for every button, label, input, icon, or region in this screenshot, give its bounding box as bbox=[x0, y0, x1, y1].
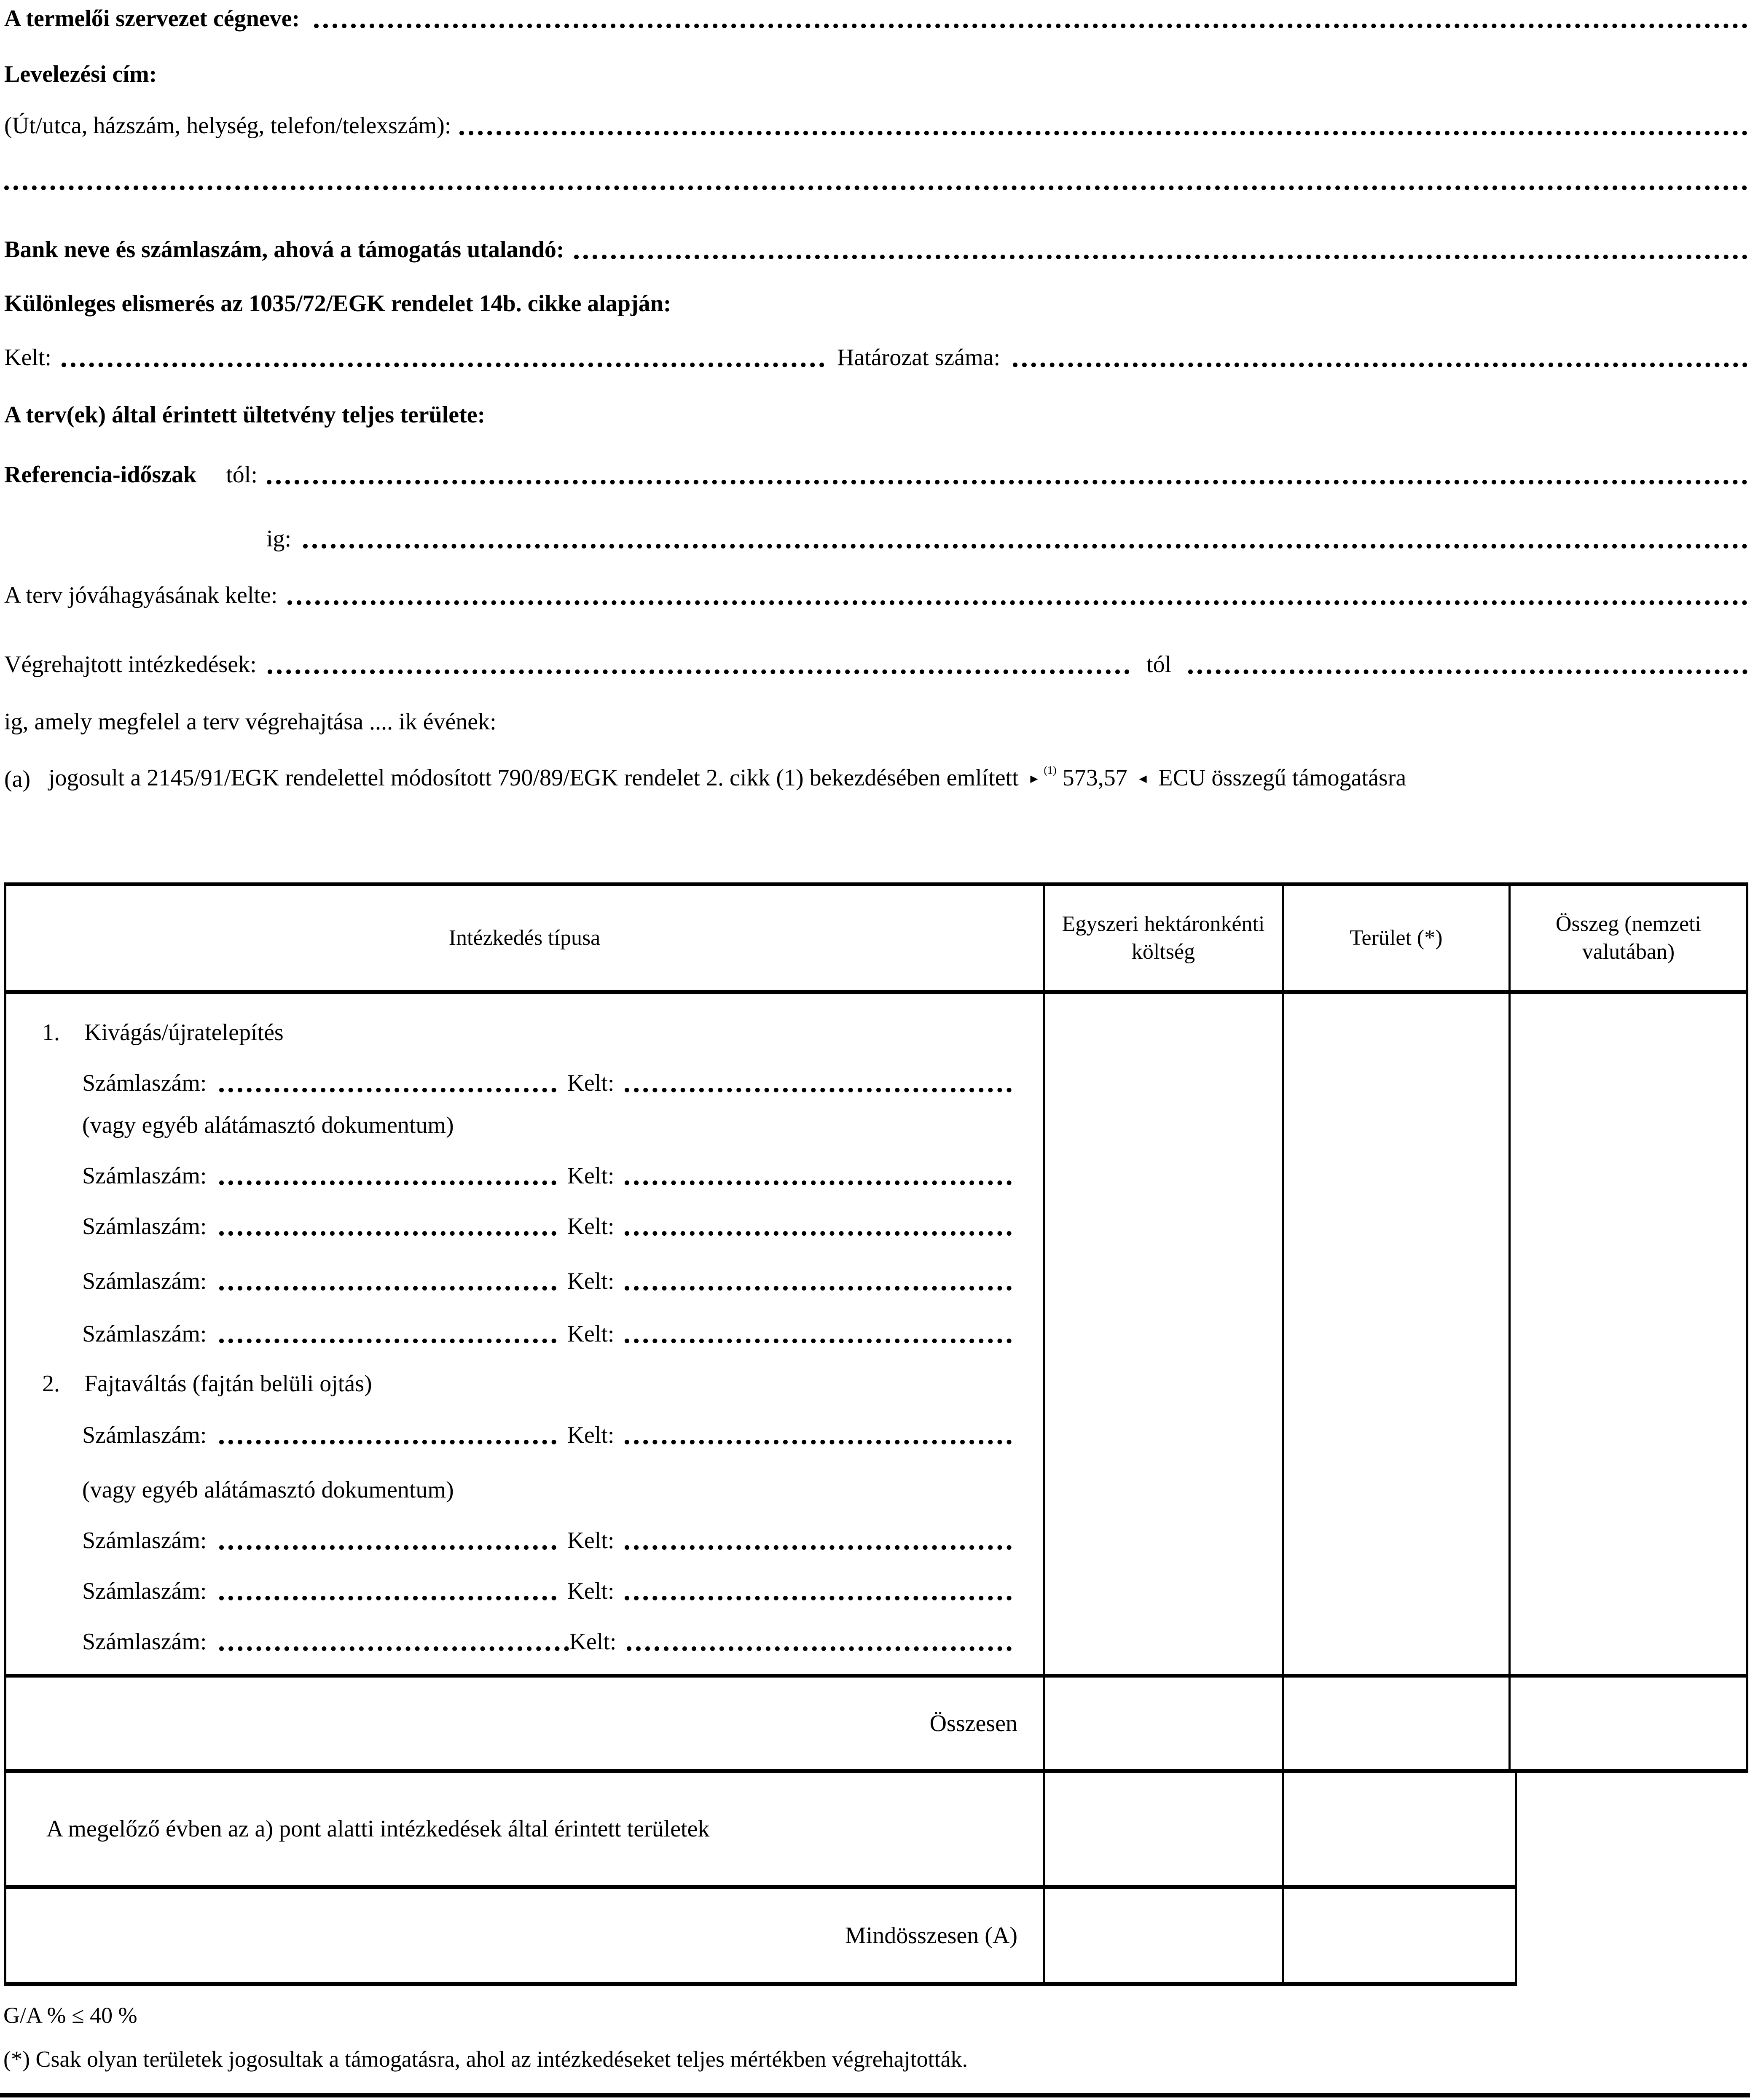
invoice-label: Számlaszám: bbox=[82, 1422, 207, 1448]
invoice-label: Számlaszám: bbox=[82, 1070, 207, 1096]
date-label: Kelt: bbox=[567, 1213, 615, 1240]
invoice-line bbox=[82, 1070, 1012, 1097]
dotted-fill bbox=[219, 1231, 556, 1236]
grand-total-row bbox=[4, 1889, 1517, 1986]
section-2-label: Fajtaváltás (fajtán belüli ojtás) bbox=[84, 1371, 372, 1397]
from-word: tól bbox=[1146, 651, 1172, 678]
invoice-line bbox=[82, 1422, 1012, 1449]
invoice-label: Számlaszám: bbox=[82, 1321, 207, 1347]
dotted-fill bbox=[625, 1440, 1012, 1444]
point-a-before: jogosult a 2145/91/EGK rendelettel módosított 790/89/EGK rendelet 2. cikk (1) bekezdésében említett bbox=[48, 765, 1019, 791]
previous-year-cost-cell bbox=[1045, 1773, 1284, 1885]
total-amount-cell bbox=[1511, 1678, 1746, 1769]
dotted-fill bbox=[1013, 363, 1747, 367]
total-cost-cell bbox=[1045, 1678, 1284, 1769]
dotted-fill bbox=[314, 24, 1747, 28]
total-area-cell bbox=[1284, 1678, 1511, 1769]
section-1-label: Kivágás/újratelepítés bbox=[84, 1019, 284, 1046]
invoice-label: Számlaszám: bbox=[82, 1213, 207, 1240]
alt-doc-note: (vagy egyéb alátámasztó dokumentum) bbox=[82, 1112, 454, 1138]
street-label: (Út/utca, házszám, helység, telefon/telexszám): bbox=[4, 113, 451, 139]
from-label: tól: bbox=[226, 462, 258, 488]
field-special-recognition bbox=[4, 288, 1747, 319]
date-label: Kelt: bbox=[567, 1422, 615, 1448]
dotted-fill bbox=[62, 363, 824, 367]
dotted-fill bbox=[219, 1646, 569, 1651]
dotted-fill bbox=[625, 1286, 1012, 1291]
reference-period-label: Referencia-időszak bbox=[4, 462, 197, 488]
measures-table bbox=[4, 882, 1748, 1986]
field-reference-period-from bbox=[4, 460, 1747, 490]
dotted-fill bbox=[219, 1180, 556, 1185]
dotted-fill bbox=[219, 1339, 556, 1343]
dotted-fill bbox=[219, 1286, 556, 1291]
invoice-line bbox=[82, 1268, 1012, 1295]
decision-number-label: Határozat száma: bbox=[837, 344, 1001, 371]
header-amount: Összeg (nemzeti valutában) bbox=[1555, 912, 1702, 964]
total-row bbox=[4, 1674, 1748, 1773]
ga-constraint: G/A % ≤ 40 % bbox=[3, 2003, 137, 2028]
amount-cell bbox=[1511, 994, 1746, 1674]
field-bank bbox=[4, 234, 1747, 265]
dotted-fill bbox=[627, 1646, 1012, 1651]
field-to-year bbox=[4, 707, 1747, 737]
mailing-address-label: Levelezési cím: bbox=[4, 61, 157, 87]
field-approval-date bbox=[4, 580, 1747, 610]
area-cell bbox=[1284, 994, 1511, 1674]
invoice-line bbox=[82, 1162, 1012, 1189]
dotted-fill bbox=[4, 186, 1747, 190]
dotted-fill bbox=[287, 600, 1747, 605]
field-mailing-address bbox=[4, 59, 1747, 89]
dotted-fill bbox=[625, 1231, 1012, 1236]
date-label: Kelt: bbox=[567, 1070, 615, 1096]
field-street bbox=[4, 110, 1747, 141]
section-2-title bbox=[42, 1370, 372, 1397]
section-1-title bbox=[42, 1019, 284, 1046]
total-area-label: A terv(ek) által érintett ültetvény teljes területe: bbox=[4, 402, 486, 428]
header-cost-per-ha: Egyszeri hektáronkénti költség bbox=[1045, 886, 1284, 990]
producer-org-label: A termelői szervezet cégneve: bbox=[4, 5, 300, 32]
invoice-label: Számlaszám: bbox=[82, 1527, 207, 1554]
date-label: Kelt: bbox=[567, 1527, 615, 1554]
to-label: ig: bbox=[266, 526, 292, 552]
invoice-label: Számlaszám: bbox=[82, 1163, 207, 1189]
dotted-fill bbox=[625, 1596, 1012, 1600]
point-a-after: ECU összegű támogatásra bbox=[1158, 765, 1406, 791]
implemented-measures-label: Végrehajtott intézkedések: bbox=[4, 651, 257, 678]
dotted-fill bbox=[625, 1545, 1012, 1550]
field-producer-org bbox=[4, 3, 1747, 34]
point-a-prefix: (a) bbox=[4, 766, 31, 792]
amendment-close-marker-icon: ◄ bbox=[1136, 772, 1149, 786]
table-header-row bbox=[4, 882, 1748, 994]
amendment-open-marker-icon: ► bbox=[1028, 772, 1041, 786]
previous-year-area-cell bbox=[1284, 1773, 1511, 1885]
footnote: (*) Csak olyan területek jogosultak a támogatásra, ahol az intézkedéseket teljes mértékben végrehajtották. bbox=[3, 2046, 968, 2072]
field-street-continued bbox=[4, 165, 1747, 196]
dotted-fill bbox=[268, 670, 1130, 674]
date-label: Kelt: bbox=[567, 1321, 615, 1347]
invoice-line bbox=[82, 1628, 1012, 1655]
to-year-line: ig, amely megfelel a terv végrehajtása .... ik évének: bbox=[4, 709, 497, 735]
header-area: Terület (*) bbox=[1284, 886, 1511, 990]
date-label: Kelt: bbox=[567, 1163, 615, 1189]
amendment-ref: (1) bbox=[1044, 764, 1057, 776]
total-label-cell: Összesen bbox=[6, 1678, 1045, 1769]
invoice-label: Számlaszám: bbox=[82, 1268, 207, 1294]
alt-doc-note: (vagy egyéb alátámasztó dokumentum) bbox=[82, 1477, 454, 1503]
point-a-text bbox=[48, 763, 1406, 794]
dotted-fill bbox=[459, 131, 1747, 135]
dotted-fill bbox=[1188, 670, 1747, 674]
measure-type-cell bbox=[6, 994, 1045, 1674]
previous-year-label-cell: A megelőző évben az a) pont alatti intézkedések által érintett területek bbox=[6, 1773, 1045, 1885]
previous-year-row bbox=[4, 1773, 1517, 1889]
dotted-fill bbox=[625, 1180, 1012, 1185]
invoice-label: Számlaszám: bbox=[82, 1578, 207, 1604]
dotted-fill bbox=[574, 255, 1747, 259]
field-date-and-decision bbox=[4, 342, 1747, 373]
field-total-area bbox=[4, 400, 1747, 430]
bottom-rule bbox=[0, 2093, 1750, 2097]
grand-total-label-cell: Mindösszesen (A) bbox=[6, 1889, 1045, 1982]
section-1-number: 1. bbox=[42, 1019, 60, 1046]
grand-total-area-cell bbox=[1284, 1889, 1511, 1982]
invoice-line bbox=[82, 1320, 1012, 1347]
date-label: Kelt: bbox=[569, 1629, 617, 1655]
dotted-fill bbox=[267, 480, 1747, 484]
dotted-fill bbox=[219, 1545, 556, 1550]
table-body-row bbox=[4, 994, 1748, 1674]
invoice-label: Számlaszám: bbox=[82, 1629, 207, 1655]
kelt-label: Kelt: bbox=[4, 344, 51, 371]
invoice-line bbox=[82, 1213, 1012, 1240]
dotted-fill bbox=[625, 1088, 1012, 1092]
invoice-line bbox=[82, 1578, 1012, 1605]
cost-per-ha-cell bbox=[1045, 994, 1284, 1674]
special-recognition-label: Különleges elismerés az 1035/72/EGK rendelet 14b. cikke alapján: bbox=[4, 290, 671, 317]
approval-date-label: A terv jóváhagyásának kelte: bbox=[4, 582, 278, 608]
point-a-line bbox=[4, 764, 1747, 794]
field-reference-period-to bbox=[4, 524, 1747, 554]
header-measure-type: Intézkedés típusa bbox=[6, 886, 1045, 990]
date-label: Kelt: bbox=[567, 1268, 615, 1294]
dotted-fill bbox=[303, 544, 1747, 549]
field-implemented-measures bbox=[4, 649, 1747, 680]
amount-ecu: 573,57 bbox=[1062, 765, 1127, 791]
bank-label: Bank neve és számlaszám, ahová a támogatás utalandó: bbox=[4, 237, 564, 263]
dotted-fill bbox=[625, 1339, 1012, 1343]
dotted-fill bbox=[219, 1088, 556, 1092]
dotted-fill bbox=[219, 1596, 556, 1600]
dotted-fill bbox=[219, 1440, 556, 1444]
grand-total-cost-cell bbox=[1045, 1889, 1284, 1982]
invoice-line bbox=[82, 1527, 1012, 1554]
section-2-number: 2. bbox=[42, 1371, 60, 1397]
date-label: Kelt: bbox=[567, 1578, 615, 1604]
